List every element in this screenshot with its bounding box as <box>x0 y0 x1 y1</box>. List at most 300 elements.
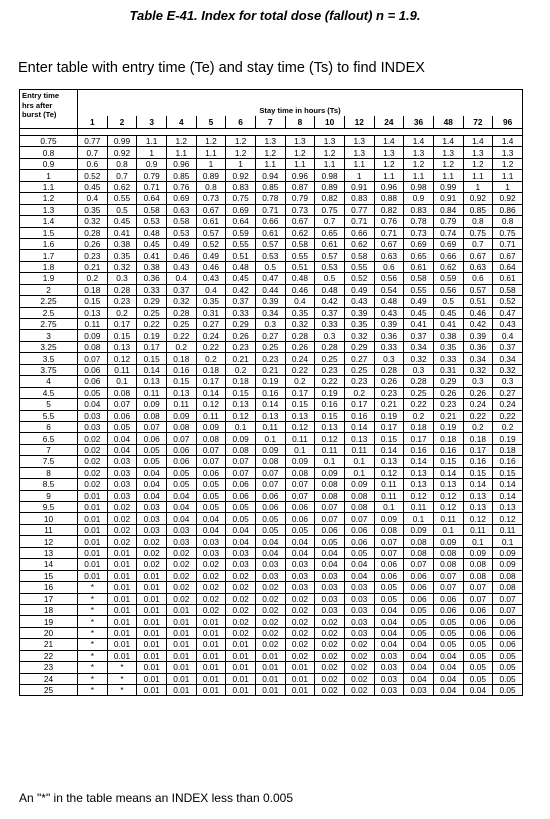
index-value-cell: 0.61 <box>404 261 434 272</box>
index-value-cell: 0.05 <box>404 616 434 627</box>
table-row <box>20 364 523 375</box>
index-value-cell: 0.02 <box>137 536 167 547</box>
index-value-cell: 0.33 <box>315 319 345 330</box>
index-value-cell: 0.77 <box>78 136 108 147</box>
index-value-cell: 0.04 <box>196 513 226 524</box>
index-value-cell: 0.04 <box>404 662 434 673</box>
index-value-cell: 0.37 <box>226 296 256 307</box>
index-value-cell: 0.03 <box>285 582 315 593</box>
entry-time-cell: 3.5 <box>20 353 78 364</box>
table-row <box>20 181 523 192</box>
index-value-cell: 0.01 <box>107 604 137 615</box>
index-value-cell: 0.92 <box>107 147 137 158</box>
index-value-cell: 0.07 <box>255 479 285 490</box>
index-value-cell: 0.43 <box>196 273 226 284</box>
index-value-cell: 0.01 <box>166 673 196 684</box>
stay-time-column-header: 7 <box>255 116 285 129</box>
index-value-cell: 0.01 <box>196 627 226 638</box>
index-value-cell: 0.13 <box>255 410 285 421</box>
index-value-cell: 0.07 <box>285 479 315 490</box>
index-value-cell: 0.03 <box>344 582 374 593</box>
index-table-container <box>19 89 523 696</box>
index-value-cell: 0.07 <box>255 467 285 478</box>
index-value-cell: 0.06 <box>137 433 167 444</box>
index-value-cell: 0.7 <box>463 238 493 249</box>
index-value-cell: 0.09 <box>255 444 285 455</box>
index-value-cell: 0.02 <box>78 456 108 467</box>
index-value-cell: 0.06 <box>463 604 493 615</box>
index-value-cell: 0.32 <box>493 364 523 375</box>
index-value-cell: 0.05 <box>493 685 523 696</box>
index-value-cell: 0.71 <box>255 204 285 215</box>
index-value-cell: 0.46 <box>463 307 493 318</box>
table-row <box>20 467 523 478</box>
table-row <box>20 604 523 615</box>
stay-time-column-header: 72 <box>463 116 493 129</box>
entry-time-cell: 3.75 <box>20 364 78 375</box>
index-value-cell: 0.11 <box>374 490 404 501</box>
index-value-cell: 0.08 <box>493 570 523 581</box>
index-value-cell: 0.01 <box>166 650 196 661</box>
index-value-cell: 0.25 <box>166 319 196 330</box>
index-value-cell: 1 <box>463 181 493 192</box>
index-value-cell: 0.4 <box>493 330 523 341</box>
index-value-cell: 0.07 <box>315 513 345 524</box>
index-value-cell: 1.3 <box>493 147 523 158</box>
index-value-cell: 0.12 <box>315 433 345 444</box>
index-value-cell: 1.2 <box>493 158 523 169</box>
index-value-cell: 0.03 <box>107 479 137 490</box>
entry-time-cell: 2.75 <box>20 319 78 330</box>
index-value-cell: 0.01 <box>166 685 196 696</box>
footnote: An "*" in the table means an INDEX less than 0.005 <box>19 791 294 805</box>
entry-time-cell: 22 <box>20 650 78 661</box>
index-value-cell: 0.01 <box>196 662 226 673</box>
index-value-cell: 0.38 <box>107 238 137 249</box>
index-value-cell: * <box>78 662 108 673</box>
index-value-cell: 0.02 <box>166 593 196 604</box>
index-value-cell: 0.44 <box>255 284 285 295</box>
index-value-cell: 0.45 <box>226 273 256 284</box>
entry-time-header <box>20 90 78 129</box>
index-value-cell: 0.08 <box>166 421 196 432</box>
index-value-cell: 1 <box>137 147 167 158</box>
table-header-row-top <box>20 90 523 117</box>
index-value-cell: 0.01 <box>166 627 196 638</box>
index-value-cell: 0.05 <box>433 616 463 627</box>
entry-time-cell: 11 <box>20 524 78 535</box>
index-value-cell: 0.15 <box>166 376 196 387</box>
index-value-cell: 0.94 <box>255 170 285 181</box>
index-value-cell: 0.02 <box>166 559 196 570</box>
index-value-cell: 0.8 <box>463 216 493 227</box>
index-value-cell: 0.31 <box>433 364 463 375</box>
index-value-cell: 0.02 <box>226 616 256 627</box>
index-value-cell: 0.41 <box>137 250 167 261</box>
index-value-cell: 0.09 <box>137 399 167 410</box>
index-value-cell: 0.01 <box>226 639 256 650</box>
index-value-cell: 0.16 <box>166 364 196 375</box>
index-value-cell: 0.11 <box>433 513 463 524</box>
index-value-cell: 0.04 <box>166 513 196 524</box>
index-value-cell: 0.03 <box>78 410 108 421</box>
index-value-cell: 1.2 <box>196 136 226 147</box>
index-value-cell: 0.04 <box>285 547 315 558</box>
index-value-cell: 0.1 <box>315 456 345 467</box>
index-value-cell: 0.57 <box>315 250 345 261</box>
entry-time-cell: 9.5 <box>20 502 78 513</box>
index-value-cell: 0.92 <box>226 170 256 181</box>
table-row <box>20 193 523 204</box>
index-value-cell: 0.07 <box>285 490 315 501</box>
index-value-cell: 0.18 <box>404 421 434 432</box>
index-value-cell: 0.13 <box>463 502 493 513</box>
index-value-cell: 0.31 <box>196 307 226 318</box>
index-value-cell: 0.34 <box>463 353 493 364</box>
index-value-cell: 0.07 <box>374 547 404 558</box>
index-value-cell: 0.18 <box>226 376 256 387</box>
index-value-cell: 0.02 <box>315 673 345 684</box>
index-value-cell: 0.04 <box>374 639 404 650</box>
index-value-cell: 0.05 <box>433 639 463 650</box>
index-value-cell: 0.9 <box>404 193 434 204</box>
stay-time-column-header: 8 <box>285 116 315 129</box>
entry-time-cell: 13 <box>20 547 78 558</box>
index-value-cell: 0.19 <box>433 421 463 432</box>
index-value-cell: 0.24 <box>463 399 493 410</box>
index-value-cell: 1.2 <box>255 147 285 158</box>
stay-time-column-header: 3 <box>137 116 167 129</box>
index-value-cell: 0.54 <box>374 284 404 295</box>
index-value-cell: 1.1 <box>374 170 404 181</box>
index-value-cell: 0.38 <box>433 330 463 341</box>
index-table <box>19 89 523 696</box>
index-value-cell: 0.02 <box>137 547 167 558</box>
index-value-cell: 0.01 <box>255 662 285 673</box>
index-value-cell: 0.24 <box>285 353 315 364</box>
table-row <box>20 284 523 295</box>
index-value-cell: 0.17 <box>196 376 226 387</box>
index-value-cell: 0.09 <box>493 547 523 558</box>
index-value-cell: 0.02 <box>285 650 315 661</box>
index-value-cell: 0.34 <box>404 341 434 352</box>
index-value-cell: 0.11 <box>107 364 137 375</box>
index-value-cell: 0.59 <box>226 227 256 238</box>
index-value-cell: 0.1 <box>493 536 523 547</box>
index-value-cell: 0.03 <box>344 604 374 615</box>
index-value-cell: 0.37 <box>404 330 434 341</box>
index-value-cell: 0.02 <box>226 570 256 581</box>
index-value-cell: 0.63 <box>463 261 493 272</box>
index-value-cell: 0.49 <box>166 238 196 249</box>
entry-time-cell: 0.8 <box>20 147 78 158</box>
index-value-cell: 0.04 <box>255 547 285 558</box>
index-value-cell: 0.02 <box>255 593 285 604</box>
index-value-cell: 1.1 <box>433 170 463 181</box>
index-value-cell: 0.02 <box>78 433 108 444</box>
entry-time-cell: 6.5 <box>20 433 78 444</box>
index-value-cell: 0.01 <box>107 570 137 581</box>
index-value-cell: 0.07 <box>433 570 463 581</box>
index-value-cell: 0.07 <box>166 433 196 444</box>
index-value-cell: 0.13 <box>493 502 523 513</box>
index-value-cell: 0.27 <box>493 387 523 398</box>
index-value-cell: 0.58 <box>137 204 167 215</box>
index-value-cell: 0.55 <box>404 284 434 295</box>
index-value-cell: 1.2 <box>433 158 463 169</box>
index-value-cell: 0.07 <box>196 444 226 455</box>
index-value-cell: 0.05 <box>433 627 463 638</box>
index-value-cell: 0.04 <box>226 524 256 535</box>
index-value-cell: 0.46 <box>166 250 196 261</box>
index-value-cell: 0.39 <box>344 307 374 318</box>
index-value-cell: 0.34 <box>255 307 285 318</box>
index-value-cell: 0.78 <box>404 216 434 227</box>
entry-time-cell: 2.5 <box>20 307 78 318</box>
stay-time-column-header: 4 <box>166 116 196 129</box>
index-value-cell: 0.21 <box>78 261 108 272</box>
index-value-cell: 0.74 <box>433 227 463 238</box>
index-value-cell: 0.02 <box>166 582 196 593</box>
index-value-cell: 0.8 <box>107 158 137 169</box>
index-value-cell: 0.32 <box>107 261 137 272</box>
index-value-cell: 0.07 <box>226 456 256 467</box>
index-value-cell: 0.55 <box>226 238 256 249</box>
index-value-cell: 0.1 <box>226 421 256 432</box>
table-row <box>20 410 523 421</box>
index-value-cell: 0.87 <box>285 181 315 192</box>
index-value-cell: 0.96 <box>285 170 315 181</box>
index-value-cell: 0.01 <box>166 616 196 627</box>
index-value-cell: 0.09 <box>404 524 434 535</box>
index-value-cell: 0.06 <box>226 479 256 490</box>
index-value-cell: 0.11 <box>166 399 196 410</box>
index-value-cell: * <box>78 593 108 604</box>
index-value-cell: 0.92 <box>463 193 493 204</box>
index-value-cell: 0.32 <box>285 319 315 330</box>
index-value-cell: 0.01 <box>196 616 226 627</box>
index-value-cell: 0.01 <box>166 639 196 650</box>
index-value-cell: 0.07 <box>463 582 493 593</box>
index-value-cell: 0.41 <box>433 319 463 330</box>
stay-time-column-header: 2 <box>107 116 137 129</box>
index-value-cell: 0.15 <box>226 387 256 398</box>
table-row <box>20 524 523 535</box>
index-value-cell: 0.5 <box>107 204 137 215</box>
index-value-cell: 0.6 <box>374 261 404 272</box>
index-value-cell: 0.57 <box>463 284 493 295</box>
index-value-cell: 1.1 <box>255 158 285 169</box>
index-value-cell: 0.45 <box>107 216 137 227</box>
index-value-cell: 0.28 <box>374 364 404 375</box>
index-value-cell: 0.03 <box>315 604 345 615</box>
index-value-cell: 0.06 <box>493 627 523 638</box>
index-value-cell: 0.65 <box>315 227 345 238</box>
entry-time-cell: 4 <box>20 376 78 387</box>
index-value-cell: 0.01 <box>107 559 137 570</box>
table-row <box>20 341 523 352</box>
index-value-cell: 1.4 <box>463 136 493 147</box>
index-value-cell: 0.01 <box>196 639 226 650</box>
index-value-cell: 0.09 <box>315 467 345 478</box>
entry-header-line: Entry time <box>22 91 60 100</box>
index-value-cell: 0.01 <box>137 593 167 604</box>
entry-time-cell: 24 <box>20 673 78 684</box>
entry-time-cell: 5.5 <box>20 410 78 421</box>
index-value-cell: 1.4 <box>433 136 463 147</box>
index-value-cell: 0.01 <box>78 570 108 581</box>
table-row <box>20 296 523 307</box>
index-value-cell: 0.22 <box>463 410 493 421</box>
index-value-cell: 0.69 <box>404 238 434 249</box>
index-value-cell: 0.01 <box>166 604 196 615</box>
index-value-cell: 0.22 <box>166 330 196 341</box>
index-value-cell: 0.52 <box>344 273 374 284</box>
index-value-cell: 0.05 <box>374 582 404 593</box>
index-value-cell: 1.2 <box>463 158 493 169</box>
index-value-cell: 0.24 <box>493 399 523 410</box>
index-value-cell: 0.12 <box>493 513 523 524</box>
index-value-cell: 1.3 <box>404 147 434 158</box>
index-value-cell: 0.53 <box>315 261 345 272</box>
index-value-cell: 1.2 <box>166 136 196 147</box>
index-value-cell: 0.77 <box>344 204 374 215</box>
index-value-cell: 0.29 <box>226 319 256 330</box>
index-value-cell: 1.1 <box>463 170 493 181</box>
index-value-cell: 0.15 <box>374 433 404 444</box>
index-value-cell: 0.41 <box>404 319 434 330</box>
index-value-cell: 0.05 <box>166 467 196 478</box>
stay-time-column-header: 1 <box>78 116 108 129</box>
index-value-cell: 0.19 <box>137 330 167 341</box>
index-value-cell: 0.01 <box>137 673 167 684</box>
page-subtitle: Enter table with entry time (Te) and stay time (Ts) to find INDEX <box>18 60 425 76</box>
index-value-cell: 1.3 <box>344 147 374 158</box>
index-value-cell: 0.05 <box>463 639 493 650</box>
index-value-cell: 0.03 <box>374 685 404 696</box>
index-value-cell: 0.28 <box>166 307 196 318</box>
index-value-cell: 0.55 <box>107 193 137 204</box>
index-value-cell: 0.08 <box>344 490 374 501</box>
index-value-cell: 0.53 <box>255 250 285 261</box>
index-value-cell: 0.01 <box>196 673 226 684</box>
index-value-cell: 0.51 <box>463 296 493 307</box>
index-value-cell: 0.09 <box>166 410 196 421</box>
index-value-cell: 0.98 <box>315 170 345 181</box>
index-value-cell: 0.12 <box>433 502 463 513</box>
index-value-cell: 0.11 <box>196 410 226 421</box>
table-row <box>20 662 523 673</box>
table-row <box>20 238 523 249</box>
index-value-cell: 0.06 <box>344 524 374 535</box>
index-value-cell: 0.48 <box>374 296 404 307</box>
entry-time-cell: 7.5 <box>20 456 78 467</box>
entry-time-cell: 12 <box>20 536 78 547</box>
index-value-cell: 0.14 <box>404 456 434 467</box>
index-value-cell: 0.13 <box>107 341 137 352</box>
index-value-cell: 0.03 <box>107 490 137 501</box>
index-value-cell: 1.3 <box>315 136 345 147</box>
index-value-cell: 0.48 <box>137 227 167 238</box>
table-spacer-row <box>20 129 523 136</box>
entry-time-cell: 1.6 <box>20 238 78 249</box>
index-value-cell: 0.02 <box>315 685 345 696</box>
index-value-cell: 0.3 <box>404 364 434 375</box>
index-value-cell: 0.28 <box>78 227 108 238</box>
index-value-cell: 0.13 <box>344 433 374 444</box>
index-value-cell: 0.05 <box>493 673 523 684</box>
index-value-cell: 0.03 <box>315 593 345 604</box>
index-value-cell: 0.06 <box>196 467 226 478</box>
index-value-cell: 0.06 <box>315 524 345 535</box>
index-value-cell: 0.64 <box>137 193 167 204</box>
index-value-cell: 0.67 <box>463 250 493 261</box>
index-value-cell: 0.75 <box>315 204 345 215</box>
index-value-cell: 0.02 <box>255 582 285 593</box>
index-value-cell: 0.03 <box>344 593 374 604</box>
index-value-cell: 0.09 <box>463 547 493 558</box>
index-value-cell: 1.1 <box>344 158 374 169</box>
page-title: Table E-41. Index for total dose (fallout) n = 1.9. <box>129 8 421 23</box>
index-value-cell: 0.21 <box>255 364 285 375</box>
index-value-cell: 0.04 <box>196 524 226 535</box>
index-value-cell: 1.4 <box>404 136 434 147</box>
index-value-cell: 0.58 <box>493 284 523 295</box>
index-value-cell: 0.23 <box>226 341 256 352</box>
index-value-cell: 0.71 <box>374 227 404 238</box>
index-value-cell: 0.03 <box>374 662 404 673</box>
index-value-cell: 0.08 <box>404 536 434 547</box>
index-value-cell: 0.01 <box>78 502 108 513</box>
index-value-cell: 0.06 <box>166 444 196 455</box>
index-value-cell: 0.08 <box>78 341 108 352</box>
index-value-cell: 0.17 <box>404 433 434 444</box>
index-value-cell: 0.12 <box>433 490 463 501</box>
index-value-cell: 0.13 <box>404 479 434 490</box>
index-value-cell: 0.35 <box>285 307 315 318</box>
index-value-cell: 0.14 <box>344 421 374 432</box>
entry-time-cell: 1.2 <box>20 193 78 204</box>
table-row <box>20 227 523 238</box>
index-value-cell: 0.67 <box>374 238 404 249</box>
index-value-cell: 1 <box>344 170 374 181</box>
index-value-cell: 0.83 <box>226 181 256 192</box>
index-value-cell: 0.01 <box>166 662 196 673</box>
index-value-cell: 0.01 <box>137 570 167 581</box>
index-value-cell: 0.14 <box>463 479 493 490</box>
index-value-cell: 0.58 <box>285 238 315 249</box>
index-value-cell: 0.06 <box>374 570 404 581</box>
index-value-cell: 0.05 <box>137 456 167 467</box>
stay-time-column-header: 24 <box>374 116 404 129</box>
index-value-cell: 0.84 <box>433 204 463 215</box>
index-value-cell: * <box>78 627 108 638</box>
index-value-cell: 0.23 <box>374 387 404 398</box>
index-value-cell: 0.57 <box>255 238 285 249</box>
index-value-cell: 0.05 <box>315 536 345 547</box>
index-value-cell: 0.01 <box>226 662 256 673</box>
entry-time-cell: 19 <box>20 616 78 627</box>
index-value-cell: 0.73 <box>285 204 315 215</box>
index-value-cell: 0.06 <box>404 593 434 604</box>
index-value-cell: 0.07 <box>493 593 523 604</box>
index-value-cell: 0.42 <box>226 284 256 295</box>
index-value-cell: 0.3 <box>107 273 137 284</box>
index-value-cell: 0.12 <box>196 399 226 410</box>
table-row <box>20 273 523 284</box>
index-value-cell: 0.32 <box>78 216 108 227</box>
index-value-cell: 0.4 <box>78 193 108 204</box>
